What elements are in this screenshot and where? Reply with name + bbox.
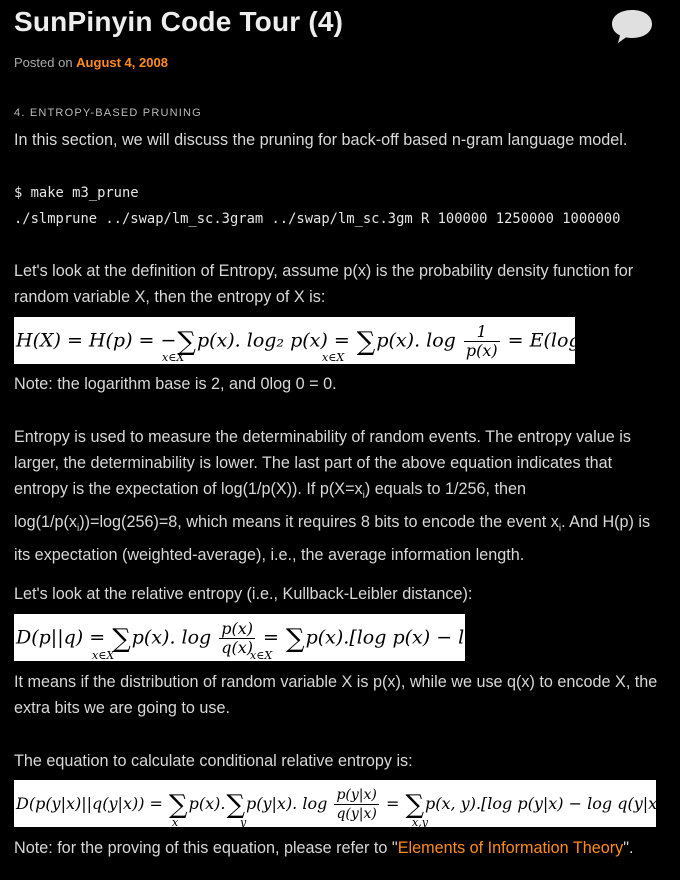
sum-subscript: y: [240, 816, 247, 829]
sum-subscript: x: [172, 816, 179, 829]
sum-symbol: ∑: [405, 789, 424, 820]
intro-paragraph: In this section, we will discuss the pruning for back-off based n-gram language model.: [14, 131, 628, 149]
eq-cond-term4: p(x, y).[log p(y|x) − log q(y|x)]: [425, 794, 670, 813]
reference-note: Note: for the proving of this equation, please refer to "Elements of Information Theory".: [14, 839, 634, 857]
eq-cond-term1: p(x).: [188, 794, 226, 813]
eq-entropy-term2: p(x). log: [376, 329, 456, 352]
elements-of-information-theory-link[interactable]: Elements of Information Theory: [397, 839, 624, 857]
sum-symbol: ∑: [286, 623, 305, 654]
section-heading: 4. ENTROPY-BASED PRUNING: [14, 107, 202, 119]
comment-bubble-icon[interactable]: [610, 6, 654, 46]
eq-kl-term2: =: [257, 626, 286, 649]
kl-explanation: It means if the distribution of random variable X is p(x), while we use q(x) to encode X, the extra bits we are going to use.: [14, 673, 658, 717]
entropy-equation-image: H(X) = H(p) = −∑p(x). log₂ p(x) = ∑p(x). log $\frac{1}{p(x)}$ = E(log $\frac{1}{p(X)}$ ) x∈X x∈X: [14, 317, 575, 364]
fraction: $\frac{1}{p(X)}$: [590, 322, 625, 360]
fraction: $\frac{p(y|x)}{q(y|x)}$: [336, 787, 377, 822]
sum-symbol: ∑: [169, 789, 188, 820]
sum-symbol: ∑: [112, 623, 131, 654]
sum-subscript: x∈X: [322, 351, 345, 364]
fraction: $\frac{1}{p(x)}$: [465, 322, 498, 360]
eq-kl-term1: p(x). log: [131, 626, 212, 649]
eq-cond-term3: =: [380, 794, 405, 813]
eq-cond-term2: p(y|x). log: [246, 794, 328, 813]
eq-kl-lhs: D(p||q) =: [16, 626, 112, 649]
entropy-explanation: Entropy is used to measure the determinability of random events. The entropy value is larger, the determinability is lower. The last part of the above equation indicates that entropy is the expectation of log(1/p(X)). If $p(X=x_i)$ equals to 1/256, then $\log(1/p(x_i))=\log(256)=8$, which means it requires 8 bits to encode the event $x_i$. And H(p) is its expectation (weighted-average), i.e., the average information length.: [14, 428, 651, 565]
sum-symbol: ∑: [226, 789, 245, 820]
code-line-2: ./slmprune ../swap/lm_sc.3gram ../swap/lm_sc.3gm R 100000 1250000 1000000: [14, 211, 621, 227]
eq-cond-lhs: D(p(y|x)||q(y|x)) =: [16, 794, 169, 813]
eq-kl-term3: p(x).[log p(x) − log q(x)]: [305, 626, 539, 649]
kl-equation-image: [14, 614, 539, 662]
sum-subscript: x∈X: [162, 351, 185, 364]
sum-symbol: ∑: [356, 326, 376, 357]
post-date-link[interactable]: August 4, 2008: [76, 55, 168, 70]
sum-subscript: x∈X: [250, 649, 273, 662]
eq-entropy-term3: = E(log: [501, 329, 581, 352]
eq-entropy-lhs: H(X) = H(p) = −: [16, 329, 177, 352]
page-title[interactable]: SunPinyin Code Tour (4): [14, 6, 344, 37]
conditional-intro: The equation to calculate conditional relative entropy is:: [14, 752, 413, 770]
conditional-equation-image: [14, 780, 670, 829]
log-note: Note: the logarithm base is 2, and 0log 0 = 0.: [14, 375, 337, 393]
kl-intro: Let's look at the relative entropy (i.e., Kullback-Leibler distance):: [14, 585, 473, 603]
posted-on-label: Posted on: [14, 55, 73, 70]
sum-subscript: x∈X: [92, 649, 115, 662]
sum-subscript: x,y: [412, 816, 428, 829]
code-line-1: $ make m3_prune: [14, 185, 139, 201]
post-meta: [14, 55, 168, 70]
fraction: $\frac{p(x)}{q(x)}$: [221, 619, 254, 657]
eq-entropy-term1: p(x). log₂ p(x) =: [196, 329, 356, 352]
entropy-definition: Let's look at the definition of Entropy, assume p(x) is the probability density function for random variable X, then the entropy of X is:: [14, 262, 634, 306]
sum-symbol: ∑: [177, 326, 196, 357]
